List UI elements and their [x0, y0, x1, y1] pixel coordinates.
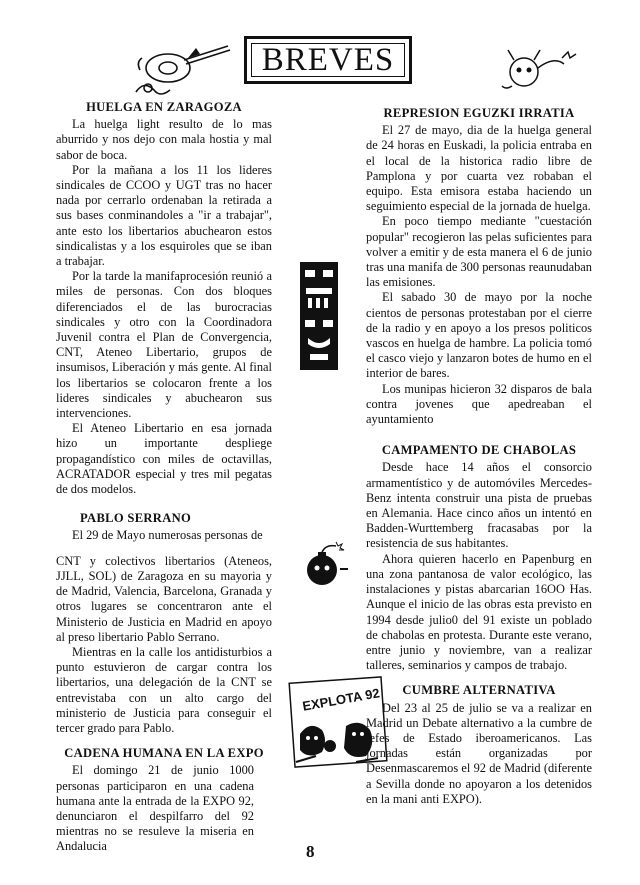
- represion-p2: En poco tiempo mediante "cuestación popular" recogieron las pelas suficientes para volver a emitir y de esta manera el 6 de junio tras una manifa de 300 personas reaunudaban las emisiones.: [366, 214, 592, 290]
- expo-stamp-text: EXPLOTA 92: [301, 685, 381, 714]
- heading-cumbre: CUMBRE ALTERNATIVA: [402, 683, 556, 698]
- huelga-p2: Por la mañana a los 11 los lideres sindicales de CCOO y UGT tras no hacer nada por cerrarlo ordenaban la retirada a sus bases conminandoles a "ir a trabajar", ante esto los libertarios abuchearon estos sindicalistas y a los esquiroles que se iban a trabajar.: [56, 162, 272, 269]
- campamento-p1: Desde hace 14 años el consorcio armamentístico y de automóviles Mercedes-Benz intenta construir una pista de pruebas en Alemania. Hace cinco años un intentó en Badden-Wurttemberg fracasabas por la resistencia de sus habitantes.: [366, 460, 592, 551]
- cadena-p1: El domingo 21 de junio 1000 personas participaron en una cadena humana ante la entrada de la EXPO 92, denunciaron el despilfarro del 92 mientras no se resuleve la miseria en Andalucia: [56, 763, 254, 854]
- title-box: [244, 36, 412, 84]
- heading-pablo: PABLO SERRANO: [80, 511, 192, 526]
- bomb-devil-drawing-icon: [500, 42, 580, 92]
- represion-p4: Los munipas hicieron 32 disparos de bala contra jovenes que apedreaban el ayuntamiento: [366, 381, 592, 427]
- huelga-p3: Por la tarde la manifaprocesión reunió a miles de personas. Con dos bloques diferenciados el de las burocracias sindicales y otro con la Coordinadora Juvenil contra el Plan de Convergencia, CNT, Ateneo Libertario, grupos de insumisos, Liberación y más gente. Al final los libertarios se colocaron frente a los lideres sindicales y abuchearon sus intervenciones.: [56, 269, 272, 421]
- huelga-p4: El Ateneo Libertario en esa jornada hizo un importante despliege propagandístico con miles de octavillas, ACRATADOR especial y tres mil pegatas de dos modelos.: [56, 421, 272, 497]
- represion-p1: El 27 de mayo, dia de la huelga general de 24 horas en Euskadi, la policia entraba en el local de la historica radio libre de Pamplona y por cuarta vez robaban el equipo. Esta emisora estaba haciendo un seguimiento especial de la jornada de huelga.: [366, 123, 592, 214]
- pablo-p3: Mientras en la calle los antidisturbios a punto estuvieron de cargar contra los libertarios, una delegación de la CNT se entrevistaba con un alto cargo del ministerio de Justicia para conseguir el tercer grado para Pablo.: [56, 644, 272, 735]
- totem-mask-icon: [296, 260, 342, 372]
- page-number: 8: [306, 842, 315, 861]
- cumbre-p1: Del 23 al 25 de julio se va a realizar en Madrid un Debate alternativo a la cumbre de jefes de Estado iberoamericanos. Las jornadas están organizadas por Desenmascaremos el 92 de Madrid (diferente a Sevilla donde no apoyaron a los detenidos en la mani anti EXPO).: [366, 700, 592, 806]
- right-column: [366, 106, 592, 807]
- represion-p3: El sabado 30 de mayo por la noche cientos de personas protestaban por el cierre de la radio y en apoyo a los presos politicos vascos en huelga de hambre. La policia tomó el casco viejo y lanzaron botes de humo en el interior de bares.: [366, 290, 592, 381]
- heading-cadena: CADENA HUMANA EN LA EXPO: [64, 746, 264, 761]
- left-column: [56, 100, 272, 855]
- heading-represion: REPRESION EGUZKI IRRATIA: [383, 106, 575, 120]
- pablo-p2: CNT y colectivos libertarios (Ateneos, JJLL, SOL) de Zaragoza en su mayoria y de Madrid, Valencia, Barcelona, Granada y otros lugares se concentraron ante el Ministerio de Justicia en Madrid en apoyo al preso libertario Pablo Serrano.: [56, 553, 272, 644]
- heading-campamento: CAMPAMENTO DE CHABOLAS: [381, 443, 577, 458]
- violin-drawing-icon: [128, 40, 236, 98]
- page-title: BREVES: [251, 43, 405, 77]
- campamento-p2: Ahora quieren hacerlo en Papenburg en una zona pantanosa de valor ecológico, las instalaciones y pistas abarcarian 16OO Has. Aunque el inicio de las obras esta previsto en 1994 desde julio0 del 91 existe un poblado de chabolas en protesta. Durante este verano, entre junio y noviembre, van a realizar talleres, seminarios y campos de trabajo.: [366, 551, 592, 673]
- pablo-p1: El 29 de Mayo numerosas personas de: [72, 528, 263, 543]
- bomb-icon: [302, 540, 348, 588]
- huelga-p1: La huelga light resulto de lo mas aburrido y nos dejo con mala hostia y mal sabor de boca.: [56, 117, 272, 162]
- heading-huelga: HUELGA EN ZARAGOZA: [86, 100, 242, 114]
